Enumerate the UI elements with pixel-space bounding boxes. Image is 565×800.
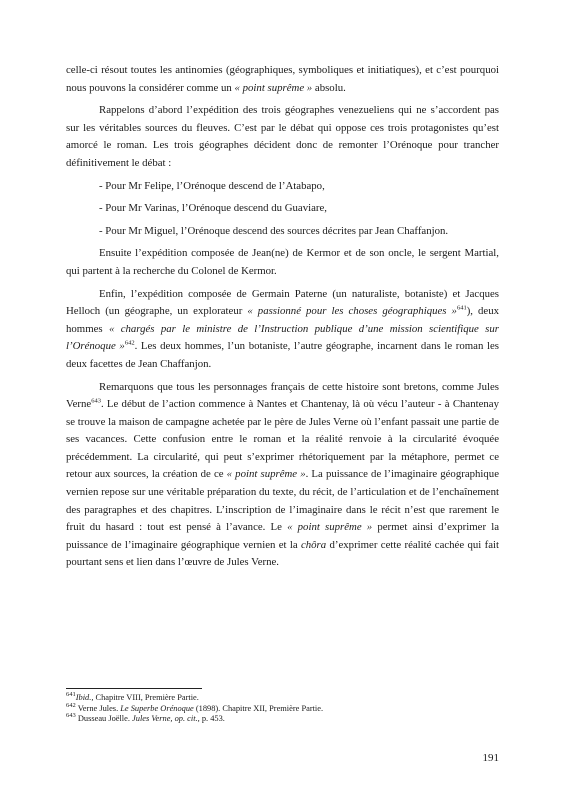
text: . Les deux hommes, l’un botaniste, l’autre géographe, incarnent dans le roman les deux facettes de Jean Chaffanjon. [66, 340, 499, 370]
footnote-number: 643 [66, 712, 76, 720]
footnote-number: 642 [66, 701, 76, 709]
footnote-643 [66, 714, 499, 725]
footnote-separator [66, 688, 202, 689]
quote: « point suprême » [226, 468, 306, 481]
footnote-text: (1898). Chapitre XII, Première Partie. [193, 703, 324, 713]
paragraph-4 [66, 286, 499, 374]
page-number: 191 [482, 752, 499, 764]
text: Enfin, l’expédition composée de Germain Paterne (un naturaliste, botaniste) et Jacques Helloch (un géographe, un explorateur [66, 287, 499, 318]
footnote-text: Dusseau Joëlle. [75, 714, 133, 724]
footnote-641 [66, 693, 499, 704]
footnote-ref-642[interactable]: 642 [124, 339, 135, 347]
text: . La puissance de l’imaginaire géographique vernien repose sur une véritable préparation du texte, du récit, de l’articulation et de l’enchaînement des paragraphes et des chapitres. L’inscription de l’imaginaire dans le récit n’est que rarement le fruit du hasard : tout est pensé à l’avance. Le [66, 468, 499, 534]
text: celle-ci résout toutes les antinomies (géographiques, symboliques et initiatiques), et c’est pourquoi nous pouvons la considérer comme un [66, 64, 499, 94]
list-item-miguel: - Pour Mr Miguel, l’Orénoque descend des sources décrites par Jean Chaffanjon. [99, 224, 449, 237]
footnote-text: Jules Verne, op. cit., [132, 714, 200, 724]
paragraph-5 [66, 379, 499, 573]
text: d’exprimer cette réalité cachée qui fait pourtant sens et lien dans l’œuvre de Jules Verne. [66, 538, 499, 569]
footnotes [66, 693, 499, 725]
list-item-felipe: - Pour Mr Felipe, l’Orénoque descend de l’Atabapo, [99, 179, 325, 192]
footnote-number: 641 [66, 691, 76, 699]
quote: « point suprême » [234, 81, 313, 94]
footnote-ref-643[interactable]: 643 [91, 397, 101, 405]
text: ), deux hommes [66, 305, 500, 335]
quote: « chargés par le ministre de l’Instruction publique d’une mission scientifique sur l’Orénoque » [66, 322, 499, 353]
paragraph-1 [66, 62, 499, 97]
footnote-text: Chapitre VIII, Première Partie. [93, 693, 199, 702]
quote: « point suprême » [287, 521, 373, 534]
footnote-text: Le Superbe Orénoque [120, 703, 194, 713]
quote: « passionné pour les choses géographiques » [247, 305, 457, 318]
term: chôra [300, 538, 327, 551]
text: Remarquons que tous les personnages français de cette histoire sont bretons, comme Jules Verne [66, 380, 499, 411]
text: . Le début de l’action commence à Nantes et Chantenay, là où vécu l’auteur - à Chantenay se trouve la maison de campagne achetée par le père de Jules Verne où l’enfant passait une partie de ses vacances. Cette confusion entre le roman et la réalité renvoie à la circularité évoquée précédemment. La circularité, qui peut s’exprimer rhétoriquement par la métaphore, permet ce retour aux sources, la création de ce [66, 398, 499, 481]
footnote-text: p. 453. [199, 714, 225, 724]
list-item-varinas: - Pour Mr Varinas, l’Orénoque descend du Guaviare, [99, 202, 327, 215]
text: permet ainsi d’exprimer la puissance de l’imaginaire géographique vernien et la [66, 521, 499, 551]
footnote-642 [66, 701, 499, 715]
paragraph-3: Ensuite l’expédition composée de Jean(ne) de Kermor et de son oncle, le sergent Martial, qui partent à la recherche du Colonel de Kermor. [66, 247, 499, 277]
text: absolu. [312, 81, 346, 94]
footnote-text: Verne Jules. [75, 703, 121, 713]
footnote-ref-641[interactable]: 641 [456, 304, 467, 312]
page-body [66, 62, 499, 577]
footnote-text: Ibid., [75, 693, 94, 702]
paragraph-2: Rappelons d’abord l’expédition des trois géographes venezueliens qui ne s’accordent pas sur les véritables sources du fleuves. C’est par le débat qui oppose ces trois protagonistes qu’est amorcé le roman. Les trois géographes décident donc de remonter l’Orénoque pour trancher définitivement le débat : [66, 104, 499, 169]
